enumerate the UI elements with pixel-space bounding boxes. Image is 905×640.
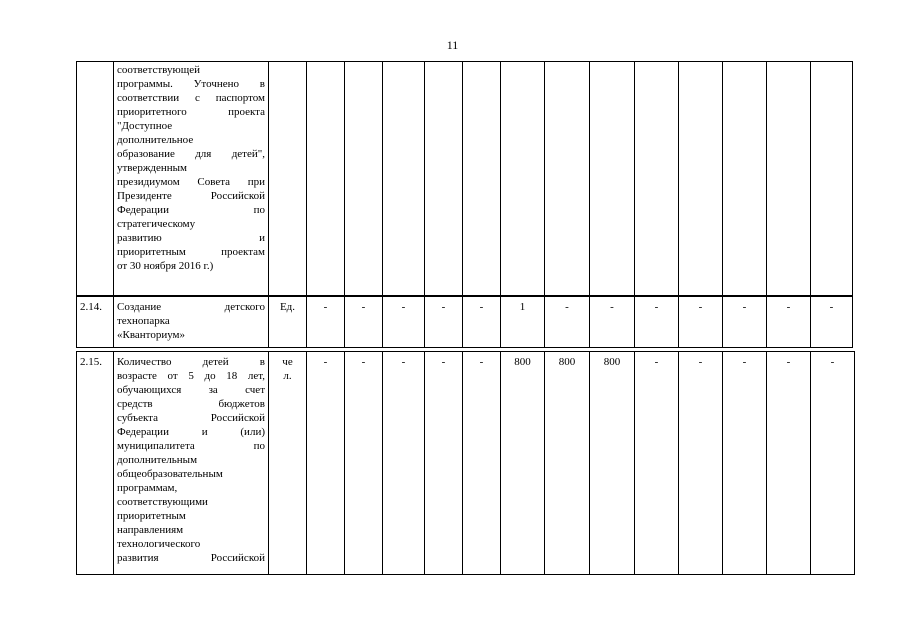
value-cell: - bbox=[767, 297, 811, 348]
value-cell: - bbox=[425, 297, 463, 348]
page-number: 11 bbox=[446, 38, 459, 52]
value-cell bbox=[307, 62, 345, 296]
value-cell: 1 bbox=[501, 297, 545, 348]
value-cell: - bbox=[767, 352, 811, 575]
value-cell: - bbox=[635, 297, 679, 348]
value-cell: - bbox=[679, 297, 723, 348]
value-cell: - bbox=[307, 352, 345, 575]
value-cell bbox=[635, 62, 679, 296]
table-fragment-continuation bbox=[76, 61, 853, 296]
value-cell: - bbox=[723, 297, 767, 348]
row-unit bbox=[269, 62, 307, 296]
value-cell: - bbox=[811, 352, 855, 575]
value-cell bbox=[679, 62, 723, 296]
value-cell: - bbox=[463, 352, 501, 575]
table-row bbox=[77, 62, 853, 296]
value-cell bbox=[463, 62, 501, 296]
value-cell: - bbox=[425, 352, 463, 575]
value-cell: - bbox=[463, 297, 501, 348]
row-unit: че л. bbox=[269, 352, 307, 575]
value-cell bbox=[590, 62, 635, 296]
table-row bbox=[77, 297, 853, 348]
value-cell bbox=[501, 62, 545, 296]
value-cell: - bbox=[590, 297, 635, 348]
value-cell: - bbox=[811, 297, 853, 348]
value-cell: - bbox=[345, 352, 383, 575]
value-cell: - bbox=[383, 297, 425, 348]
value-cell bbox=[767, 62, 811, 296]
value-cell: 800 bbox=[501, 352, 545, 575]
value-cell: - bbox=[345, 297, 383, 348]
table-fragment-2-14 bbox=[76, 296, 853, 348]
row-description: соответствующей программы. Уточнено в соответствии с паспортом приоритетного проекта "Доступное дополнительное образование для детей", утвержденным президиумом Совета при Президенте Российской Федерации по стратегическому развитию и приоритетным проектам от 30 ноября 2016 г.) bbox=[114, 62, 269, 296]
value-cell bbox=[723, 62, 767, 296]
row-description: Количество детей в возрасте от 5 до 18 лет, обучающихся за счет средств бюджетов субъекта Российской Федерации и (или) муниципалитета по дополнительным общеобразовательным программам, соответствующими приоритетным направлениям технологического развития Российской bbox=[114, 352, 269, 575]
row-number bbox=[77, 62, 114, 296]
row-unit: Ед. bbox=[269, 297, 307, 348]
value-cell bbox=[345, 62, 383, 296]
value-cell: 800 bbox=[545, 352, 590, 575]
value-cell: - bbox=[545, 297, 590, 348]
value-cell: - bbox=[723, 352, 767, 575]
value-cell: - bbox=[383, 352, 425, 575]
row-number: 2.15. bbox=[77, 352, 114, 575]
value-cell: - bbox=[679, 352, 723, 575]
value-cell bbox=[545, 62, 590, 296]
row-number: 2.14. bbox=[77, 297, 114, 348]
value-cell: - bbox=[635, 352, 679, 575]
value-cell: 800 bbox=[590, 352, 635, 575]
value-cell bbox=[425, 62, 463, 296]
value-cell bbox=[383, 62, 425, 296]
value-cell: - bbox=[307, 297, 345, 348]
row-description: Создание детского технопарка «Кванториум» bbox=[114, 297, 269, 348]
value-cell bbox=[811, 62, 853, 296]
table-row bbox=[77, 352, 855, 575]
table-fragment-2-15 bbox=[76, 351, 855, 575]
